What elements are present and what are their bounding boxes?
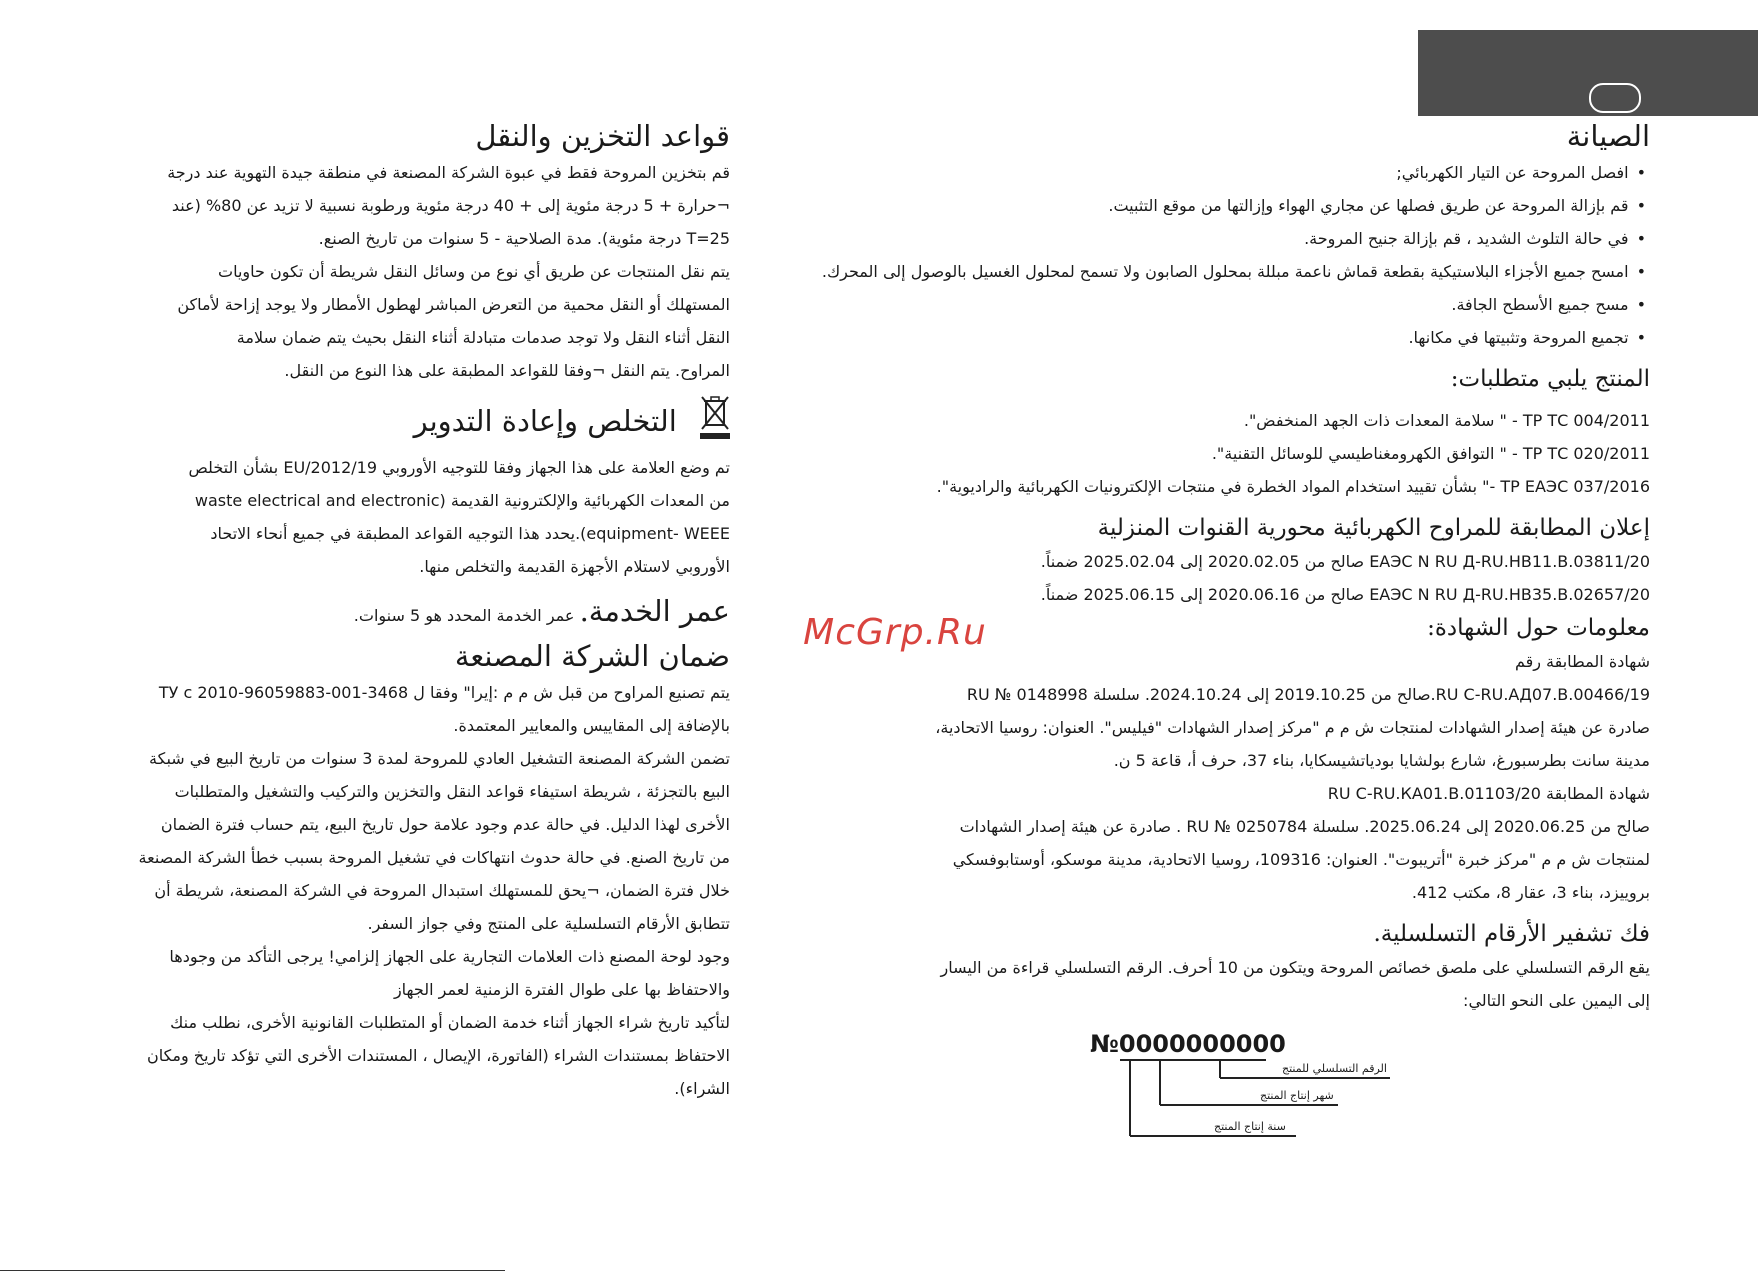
- list-item: • امسح جميع الأجزاء البلاستيكية بقطعة قماش ناعمة مبللة بمحلول الصابون ولا تسمح لمحلول الغسيل بالوصول إلى المحرك.: [770, 255, 1650, 288]
- requirements-list: [770, 404, 1650, 503]
- disposal-line: الأوروبي لاستلام الأجهزة القديمة والتخلص منها.: [419, 557, 730, 576]
- list-item: • في حالة التلوث الشديد ، قم بإزالة جنيح المروحة.: [770, 222, 1650, 255]
- warranty-line: البيع بالتجزئة ، شريطة استيفاء قواعد النقل والتخزين والتركيب والتشغيل والمتطلبات: [174, 782, 730, 801]
- list-item: • قم بإزالة المروحة عن طريق فصلها عن مجاري الهواء وإزالتها من موقع التثبيت.: [770, 189, 1650, 222]
- cert-line: شهادة المطابقة رقم: [1514, 652, 1650, 671]
- cert-line: لمنتجات ش م م "مركز خبرة "أتريبوت". العنوان: 109316، روسيا الاتحادية، مدينة موسكو، أوستابوفسكي: [952, 850, 1650, 869]
- cert-line: شهادة المطابقة RU C-RU.КА01.В.01103/20: [1327, 784, 1650, 803]
- serial-text: [770, 951, 1650, 1017]
- cert-title: معلومات حول الشهادة:: [1427, 615, 1650, 641]
- cert-line: صالح من 2020.06.25 إلى 2025.06.24. سلسلة RU № 0250784 . صادرة عن هيئة إصدار الشهادات: [959, 817, 1650, 836]
- warranty-line: الأخرى لهذا الدليل. في حالة عدم وجود علامة حول تاريخ البيع، يتم حساب فترة الضمان: [160, 815, 730, 834]
- disposal-line: من المعدات الكهربائية والإلكترونية القديمة (waste electrical and electronic: [194, 491, 730, 510]
- disposal-line: تم وضع العلامة على هذا الجهاز وفقا للتوجيه الأوروبي EU/2012/19 بشأن التخلص: [188, 458, 730, 477]
- warranty-line: الاحتفاظ بمستندات الشراء (الفاتورة، الإيصال ، المستندات الأخرى التي تؤكد تاريخ ومكان: [146, 1046, 730, 1065]
- storage-line: T=25 درجة مئوية). مدة الصلاحية - 5 سنوات من تاريخ الصنع.: [318, 229, 730, 248]
- cert-line: بروييزد، بناء 3، عقار 8، مكتب 412.: [1411, 883, 1650, 902]
- disposal-heading: [110, 395, 730, 451]
- cert-line: مدينة سانت بطرسبورغ، شارع بولشايا بودياتشيسكايا، بناء 37، حرف أ، قاعة 5 ن.: [1113, 751, 1650, 770]
- list-item: • افصل المروحة عن التيار الكهربائي;: [770, 156, 1650, 189]
- service-title: عمر الخدمة.: [579, 594, 730, 628]
- warranty-line: من تاريخ الصنع. في حالة حدوث انتهاكات في تشغيل المروحة بسبب خطأ الشركة المصنعة: [138, 848, 730, 867]
- declarations-list: [770, 545, 1650, 611]
- recycle-bin-icon: [700, 395, 730, 451]
- service-text: عمر الخدمة المحدد هو 5 سنوات.: [353, 606, 575, 625]
- storage-line: ¬حرارة + 5 درجة مئوية إلى + 40 درجة مئوية ورطوبة نسبية لا تزيد عن 80% (عند: [171, 196, 730, 215]
- declaration-line: ЕАЭС N RU Д-RU.НВ35.В.02657/20 صالح من 2020.06.16 إلى 2025.06.15 ضمناً.: [1040, 585, 1650, 604]
- list-item: • مسح جميع الأسطح الجافة.: [770, 288, 1650, 321]
- warranty-line: بالإضافة إلى المقاييس والمعايير المعتمدة.: [453, 716, 730, 735]
- serial-number: №0000000000: [1090, 1030, 1286, 1058]
- serial-label-product: الرقم التسلسلي للمنتج: [1282, 1062, 1387, 1075]
- serial-number-diagram: [1090, 1030, 1420, 1150]
- cert-line: صادرة عن هيئة إصدار الشهادات لمنتجات ش م م "مركز إصدار الشهادات "فيليس". العنوان: روسيا الاتحادية،: [935, 718, 1650, 737]
- page-corner-tab: [1418, 30, 1758, 116]
- warranty-line: تضمن الشركة المصنعة التشغيل العادي للمروحة لمدة 3 سنوات من تاريخ البيع في شبكة: [149, 749, 730, 768]
- serial-line: يقع الرقم التسلسلي على ملصق خصائص المروحة ويتكون من 10 أحرف. الرقم التسلسلي قراءة من اليسار: [940, 958, 1650, 977]
- serial-label-month: شهر إنتاج المنتج: [1260, 1089, 1334, 1102]
- storage-line: يتم نقل المنتجات عن طريق أي نوع من وسائل النقل شريطة أن تكون حاويات: [218, 262, 730, 281]
- maintenance-list: [770, 156, 1650, 354]
- storage-title: قواعد التخزين والنقل: [475, 119, 730, 153]
- warranty-title: ضمان الشركة المصنعة: [454, 639, 730, 673]
- serial-line: إلى اليمين على النحو التالي:: [1463, 991, 1650, 1010]
- storage-line: قم بتخزين المروحة فقط في عبوة الشركة المصنعة في منطقة جيدة التهوية عند درجة: [167, 163, 730, 182]
- list-item: • تجميع المروحة وتثبيتها في مكانها.: [770, 321, 1650, 354]
- warranty-line: والاحتفاظ بها على طوال الفترة الزمنية لعمر الجهاز: [393, 980, 730, 999]
- storage-line: المراوح. يتم النقل ¬وفقا للقواعد المطبقة على هذا النوع من النقل.: [284, 361, 730, 380]
- requirements-title: المنتج يلبي متطلبات:: [1450, 366, 1650, 392]
- storage-text: [110, 156, 730, 387]
- requirement-line: ТР ЕАЭС 037/2016 -" بشأن تقييد استخدام المواد الخطرة في منتجات الإلكترونيات الكهربائية والراديوية".: [936, 477, 1650, 496]
- serial-label-year: سنة إنتاج المنتج: [1214, 1120, 1286, 1133]
- warranty-line: يتم تصنيع المراوح من قبل ش م م :إيرا" وفقا ل 3468-001-96059883-2010 ТУ с: [158, 683, 730, 702]
- declaration-line: ЕАЭС N RU Д-RU.НВ11.В.03811/20 صالح من 2020.02.05 إلى 2025.02.04 ضمناً.: [1040, 552, 1650, 571]
- cert-text: [770, 645, 1650, 909]
- language-pill: [1589, 83, 1641, 113]
- requirement-line: ТР ТС 004/2011 - " سلامة المعدات ذات الجهد المنخفض".: [1243, 411, 1650, 430]
- disposal-text: [110, 451, 730, 583]
- warranty-text: [110, 676, 730, 1105]
- storage-line: النقل أثناء النقل ولا توجد صدمات متبادلة أثناء النقل بحيث يتم ضمان سلامة: [236, 328, 730, 347]
- serial-title: فك تشفير الأرقام التسلسلية.: [1373, 921, 1650, 947]
- warranty-line: لتأكيد تاريخ شراء الجهاز أثناء خدمة الضمان أو المتطلبات القانونية الأخرى، نطلب منك: [170, 1013, 730, 1032]
- warranty-line: تتطابق الأرقام التسلسلية على المنتج وفي جواز السفر.: [367, 914, 730, 933]
- cert-line: RU C-RU.АД07.В.00466/19.صالح من 2019.10.25 إلى 2024.10.24. سلسلة RU № 0148998: [966, 685, 1650, 704]
- disposal-title: التخلص وإعادة التدوير: [413, 404, 677, 438]
- declaration-title: إعلان المطابقة للمراوح الكهربائية محورية القنوات المنزلية: [1097, 515, 1650, 541]
- maintenance-title: الصيانة: [1566, 119, 1650, 153]
- warranty-line: وجود لوحة المصنع ذات العلامات التجارية على الجهاز إلزامي! يرجى التأكد من وجودها: [169, 947, 730, 966]
- disposal-line: equipment- WEEE).يحدد هذا التوجيه القواعد المطبقة في جميع أنحاء الاتحاد: [210, 524, 730, 543]
- watermark: McGrp.Ru: [803, 612, 987, 653]
- left-column: [110, 116, 730, 1105]
- right-column: [770, 116, 1650, 1017]
- warranty-line: الشراء).: [674, 1079, 730, 1098]
- requirement-line: ТР ТС 020/2011 - " التوافق الكهرومغناطيسي للوسائل التقنية".: [1211, 444, 1650, 463]
- service-life: [110, 591, 730, 636]
- storage-line: المستهلك أو النقل محمية من التعرض المباشر لهطول الأمطار ولا يوجد إزاحة لأماكن: [177, 295, 730, 314]
- warranty-line: خلال فترة الضمان، ¬يحق للمستهلك استبدال المروحة في الشركة المصنعة، شريطة أن: [154, 881, 730, 900]
